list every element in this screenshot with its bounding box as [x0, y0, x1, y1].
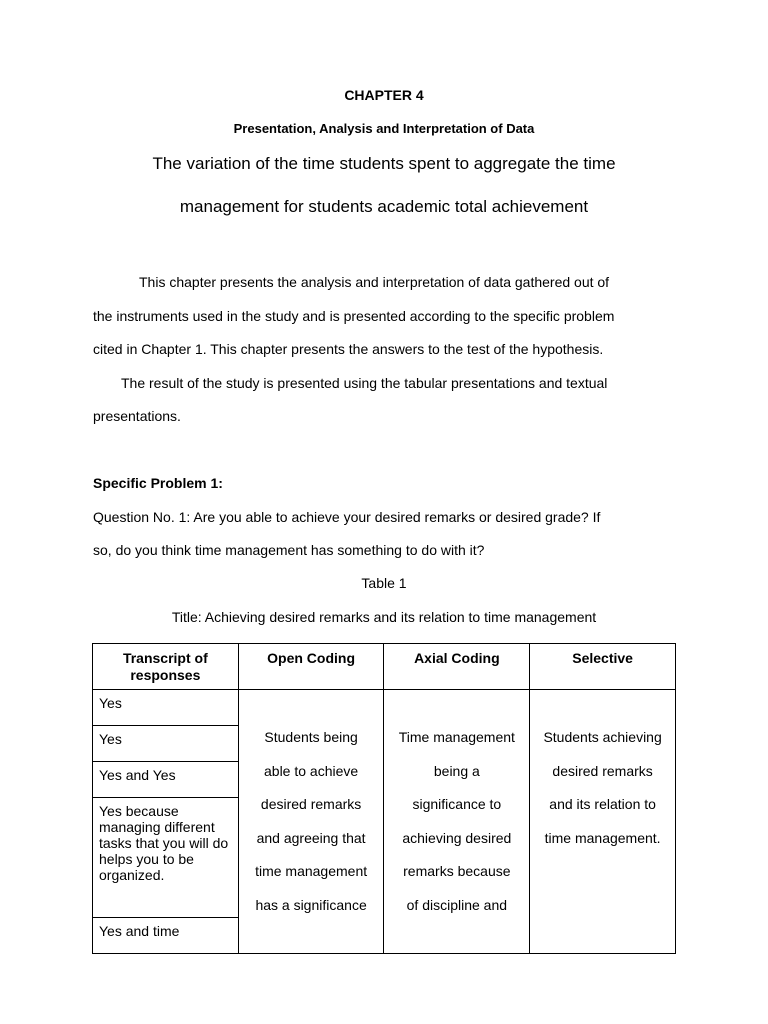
open-coding-line: Students being: [264, 729, 358, 745]
table-bottom-border: [93, 954, 676, 955]
bottom-border-cell: [93, 954, 239, 955]
specific-problem-heading: Specific Problem 1:: [93, 475, 223, 491]
paragraph-1-line-2: the instruments used in the study and is presented according to the specific problem: [93, 308, 615, 324]
bottom-border-cell: [238, 954, 384, 955]
open-coding-line: able to achieve: [264, 762, 359, 779]
axial-coding-line: being a: [433, 762, 480, 779]
axial-coding-line: of discipline and: [406, 896, 508, 913]
transcript-cell: Yes and time: [93, 918, 239, 954]
open-coding-line: and agreeing that: [256, 829, 366, 846]
chapter-subheading: Presentation, Analysis and Interpretation of Data: [233, 121, 535, 136]
open-coding-line: desired remarks: [260, 796, 362, 812]
open-coding-line: time management: [255, 863, 368, 879]
table-label: Table 1: [361, 575, 407, 591]
question-line-1: Question No. 1: Are you able to achieve your desired remarks or desired grade? If: [93, 509, 601, 525]
paragraph-1-line-3: cited in Chapter 1. This chapter presents the answers to the test of the hypothesis.: [93, 341, 604, 357]
header-axial-coding: Axial Coding: [384, 644, 530, 690]
header-selective: Selective: [530, 644, 676, 690]
axial-coding-cell: [384, 690, 530, 954]
transcript-cell: Yes and Yes: [93, 762, 239, 798]
axial-coding-line: significance to: [412, 796, 502, 812]
transcript-cell: Yes: [93, 726, 239, 762]
question-line-2: so, do you think time management has something to do with it?: [93, 542, 485, 558]
transcript-cell: Yes because managing different tasks that you will do helps you to be organized.: [93, 798, 239, 918]
bottom-border-cell: [384, 954, 530, 955]
chapter-heading: CHAPTER 4: [344, 87, 424, 103]
open-coding-line: has a significance: [255, 896, 367, 913]
paragraph-2-line-2: presentations.: [93, 408, 181, 424]
table-header-row: [93, 644, 676, 690]
paragraph-2-line-1: The result of the study is presented using the tabular presentations and textual: [121, 375, 608, 391]
selective-line: desired remarks: [552, 762, 653, 779]
table-row: [93, 690, 676, 726]
selective-cell: [530, 690, 676, 954]
open-coding-cell: [238, 690, 384, 954]
axial-coding-line: remarks because: [403, 863, 511, 879]
chapter-title-line-1: The variation of the time students spent to aggregate the time: [152, 154, 616, 173]
header-transcript: Transcript of responses: [93, 644, 239, 690]
transcript-cell: Yes: [93, 690, 239, 726]
selective-line: time management.: [544, 829, 661, 846]
selective-line: Students achieving: [543, 729, 662, 745]
paragraph-1-line-1: This chapter presents the analysis and interpretation of data gathered out of: [139, 274, 610, 290]
axial-coding-line: Time management: [398, 729, 515, 745]
header-open-coding: Open Coding: [238, 644, 384, 690]
bottom-border-cell: [530, 954, 676, 955]
table-title: Title: Achieving desired remarks and its relation to time management: [171, 609, 597, 625]
chapter-title-line-2: management for students academic total achievement: [179, 197, 589, 216]
coding-table: [92, 643, 676, 954]
axial-coding-line: achieving desired: [402, 829, 512, 846]
selective-line: and its relation to: [549, 796, 656, 812]
